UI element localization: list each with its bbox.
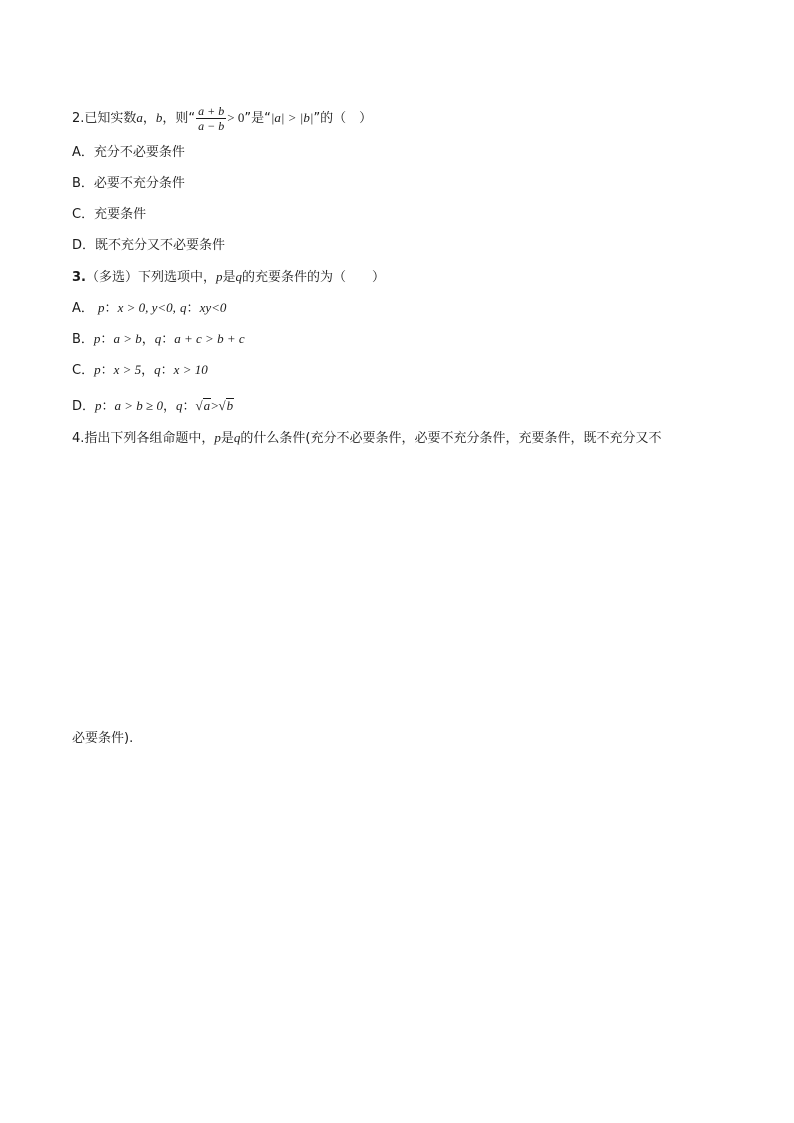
q3-c-colon-2: ： <box>160 363 174 378</box>
q3-b-p: p <box>93 331 101 346</box>
question-4-continuation: 必要条件). <box>72 731 134 746</box>
question-2-stem <box>72 104 372 133</box>
q4-var-q: q <box>233 430 241 445</box>
q3-d-sqrt-a: a <box>203 398 211 413</box>
q3-c-p-cond: x > 5 <box>113 362 142 377</box>
q3-a-q-cond: xy<0 <box>199 300 227 315</box>
q3-b-colon-2: ： <box>161 332 175 347</box>
q3-a-q: q <box>180 300 187 315</box>
q2-frac-denominator: a − b <box>198 119 225 133</box>
q4-rest: 的什么条件(充分不必要条件，必要不充分条件，充要条件，既不充分又不 <box>240 431 662 446</box>
q3-c-q-cond: x > 10 <box>173 362 208 377</box>
q2-comma: ， <box>142 111 156 126</box>
q4-var-p: p <box>214 430 221 445</box>
q2-option-b: B．必要不充分条件 <box>72 176 185 191</box>
q3-b-label: B． <box>72 332 94 347</box>
q2-abs-expression: |a| > |b| <box>270 110 314 125</box>
q3-d-label: D． <box>72 399 96 414</box>
q3-a-colon-1: ： <box>104 301 118 316</box>
q2-frac-numerator: a + b <box>198 104 225 118</box>
q3-d-p: p <box>95 398 102 413</box>
q3-tag: （多选）下列选项中， <box>85 270 216 285</box>
q2-gt-zero: > 0 <box>227 110 245 125</box>
q2-suffix: ”的（ ） <box>313 111 373 126</box>
q3-d-sqrt-b: b <box>226 398 234 413</box>
q3-d-gt: > <box>211 398 219 413</box>
q2-option-d: D．既不充分又不必要条件 <box>72 238 226 253</box>
q3-option-c <box>72 361 208 380</box>
q3-d-comma: ， <box>162 399 176 414</box>
q2-prefix: 2.已知实数 <box>72 111 137 126</box>
q2-fraction <box>196 104 226 133</box>
q3-b-q: q <box>154 331 162 346</box>
q3-option-b <box>72 330 245 349</box>
q3-c-q: q <box>154 362 161 377</box>
q3-b-comma: ， <box>141 332 155 347</box>
q3-a-colon-2: ： <box>186 301 200 316</box>
q3-c-p: p <box>94 362 101 377</box>
q3-d-colon-1: ： <box>101 399 115 414</box>
q3-a-p: p <box>98 300 105 315</box>
q2-is: ”是“ <box>244 111 271 126</box>
q3-d-colon-2: ： <box>182 399 196 414</box>
q2-option-a: A．充分不必要条件 <box>72 145 185 160</box>
q3-suffix: 的充要条件的为（ ） <box>242 270 386 285</box>
q2-var-a: a <box>136 110 143 125</box>
q3-option-a <box>72 299 226 318</box>
sqrt-sign-icon: √ <box>195 398 203 413</box>
q4-mid: 是 <box>220 431 234 446</box>
q3-a-p-cond: x > 0, y<0, <box>117 300 176 315</box>
q2-then: ，则“ <box>162 111 196 126</box>
q3-d-q: q <box>175 398 183 413</box>
q4-prefix: 4.指出下列各组命题中， <box>72 431 215 446</box>
sqrt-sign-icon: √ <box>218 398 226 413</box>
q3-var-q: q <box>235 269 243 284</box>
q3-c-colon-1: ： <box>100 363 114 378</box>
q2-var-b: b <box>155 110 163 125</box>
q2-option-c: C．充要条件 <box>72 207 147 222</box>
question-3-stem <box>72 268 385 287</box>
q3-a-label: A． <box>72 301 94 316</box>
q3-b-p-cond: a > b <box>113 331 142 346</box>
q3-number: 3. <box>72 270 86 285</box>
q3-option-d <box>72 397 234 416</box>
q3-mid: 是 <box>222 270 236 285</box>
q3-var-p: p <box>216 269 223 284</box>
q3-b-colon-1: ： <box>100 332 114 347</box>
q3-c-label: C． <box>72 363 95 378</box>
q3-b-q-cond: a + c > b + c <box>174 331 245 346</box>
q3-c-comma: ， <box>141 363 155 378</box>
q3-d-p-cond: a > b ≥ 0 <box>114 398 163 413</box>
question-4-stem <box>72 429 662 448</box>
